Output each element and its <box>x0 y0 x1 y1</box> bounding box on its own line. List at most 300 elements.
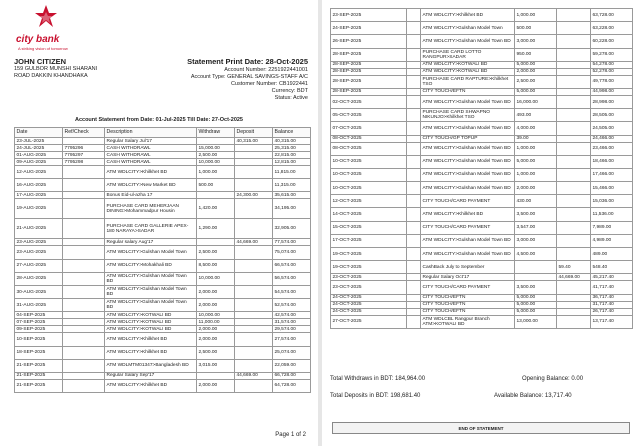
table-cell: 10,000.00 <box>197 159 235 166</box>
table-cell <box>407 22 421 35</box>
table-cell: ATM WDLCITY>Gulshan Model Town BD <box>421 155 515 168</box>
table-row <box>331 35 633 48</box>
column-header: Withdraw <box>197 128 235 138</box>
table-cell: ATM WDLCITY>Mohakhali BD <box>105 259 197 272</box>
table-cell: 29,574.00 <box>273 326 311 333</box>
table-cell <box>235 246 273 259</box>
table-cell: 05-OCT-2025 <box>331 109 407 122</box>
table-cell: 40,315.00 <box>235 138 273 145</box>
table-cell: 28-SEP-2025 <box>331 75 407 88</box>
table-cell <box>235 333 273 346</box>
table-cell <box>63 319 105 326</box>
table-cell <box>407 274 421 281</box>
table-cell: 60,228.00 <box>591 35 633 48</box>
table-cell: ATM WDLCITY>KOTWALI BD <box>421 68 515 75</box>
statement-page-2 <box>322 0 640 446</box>
status: Status: Active <box>274 95 308 101</box>
table-row <box>331 168 633 181</box>
table-cell <box>235 326 273 333</box>
table-row <box>15 239 311 246</box>
table-cell <box>557 95 591 108</box>
table-cell <box>407 221 421 234</box>
column-header: Ref/Check <box>63 128 105 138</box>
table-cell: 2,000.00 <box>197 333 235 346</box>
table-cell: 430.00 <box>515 195 557 208</box>
table-row <box>331 142 633 155</box>
table-cell <box>63 239 105 246</box>
table-row <box>331 68 633 75</box>
table-row <box>15 159 311 166</box>
table-cell: 5,000.00 <box>515 88 557 95</box>
table-cell: 24-SEP-2025 <box>331 22 407 35</box>
table-row <box>331 95 633 108</box>
table-cell <box>557 281 591 294</box>
table-cell <box>197 192 235 199</box>
table-cell: 10-OCT-2025 <box>331 182 407 195</box>
table-cell <box>63 372 105 379</box>
table-cell: 5,000.00 <box>515 155 557 168</box>
table-cell <box>63 312 105 319</box>
table-cell: 19-OCT-2025 <box>331 261 407 274</box>
table-cell: 5,000.00 <box>515 301 557 308</box>
table-cell <box>407 122 421 135</box>
table-cell: 11,815.00 <box>273 166 311 179</box>
table-cell: 49,778.00 <box>591 75 633 88</box>
table-cell: 21-SEP-2025 <box>15 372 63 379</box>
table-cell: 15-OCT-2025 <box>331 221 407 234</box>
table-cell: 23-OCT-2025 <box>331 274 407 281</box>
table-header-row <box>15 128 311 138</box>
table-cell: 44,998.00 <box>591 88 633 95</box>
table-cell: 500.00 <box>515 22 557 35</box>
table-cell: 64,728.00 <box>273 379 311 392</box>
table-cell: 21-AUG-2025 <box>15 219 63 239</box>
table-cell: 10-OCT-2025 <box>331 155 407 168</box>
table-row <box>331 22 633 35</box>
table-cell: ATM WDLCITY>KOTWALI BD <box>105 326 197 333</box>
table-cell: 1,000.00 <box>515 9 557 22</box>
table-cell: ATM WDLCITY>Khilkhet BD <box>105 346 197 359</box>
table-cell: 14-OCT-2025 <box>331 208 407 221</box>
opening-balance: Opening Balance: 0.00 <box>522 376 584 382</box>
statement-page-1 <box>0 0 318 446</box>
table-cell <box>557 155 591 168</box>
table-row <box>331 75 633 88</box>
table-cell: 489.00 <box>591 248 633 261</box>
currency: Currency: BDT <box>271 88 308 94</box>
table-cell: 12,815.00 <box>273 159 311 166</box>
table-row <box>331 315 633 328</box>
table-cell: 15,036.00 <box>591 195 633 208</box>
table-row <box>15 326 311 333</box>
table-cell <box>557 142 591 155</box>
table-cell: 44,669.00 <box>557 274 591 281</box>
table-cell <box>557 294 591 301</box>
table-cell: PURCHASE CARD LOTTO RANGPUR>SADAR <box>421 48 515 61</box>
table-cell <box>235 166 273 179</box>
table-cell: 2,000.00 <box>197 285 235 298</box>
customer-number: Customer Number: CB1922441 <box>230 81 308 87</box>
table-cell: 21-SEP-2025 <box>15 359 63 372</box>
table-row <box>331 261 633 274</box>
table-cell <box>557 68 591 75</box>
table-row <box>15 379 311 392</box>
table-cell <box>235 272 273 285</box>
table-row <box>15 272 311 285</box>
table-cell: Regular Salary Jul'17 <box>105 138 197 145</box>
table-cell: 1,000.00 <box>197 166 235 179</box>
table-cell: 11,315.00 <box>273 179 311 192</box>
table-cell <box>235 312 273 319</box>
table-row <box>331 122 633 135</box>
table-cell <box>407 9 421 22</box>
table-cell <box>63 219 105 239</box>
table-row <box>15 259 311 272</box>
table-cell: 7,989.00 <box>591 221 633 234</box>
table-cell <box>407 315 421 328</box>
table-cell: 4,989.00 <box>591 234 633 247</box>
table-cell: 16-AUG-2025 <box>15 179 63 192</box>
table-row <box>15 319 311 326</box>
table-cell <box>235 179 273 192</box>
table-cell <box>63 333 105 346</box>
table-cell <box>235 359 273 372</box>
table-cell: CITY TOUCH/EFTN <box>421 294 515 301</box>
table-cell: 63,228.00 <box>591 22 633 35</box>
table-cell: 35,615.00 <box>273 192 311 199</box>
table-cell: 2,500.00 <box>197 152 235 159</box>
table-cell: 18,466.00 <box>591 155 633 168</box>
table-cell: 19-AUG-2025 <box>15 199 63 219</box>
table-cell: 1,000.00 <box>515 142 557 155</box>
table-cell: 5,000.00 <box>515 61 557 68</box>
table-cell: 31,574.00 <box>273 319 311 326</box>
table-cell: 4,500.00 <box>515 248 557 261</box>
table-cell <box>235 152 273 159</box>
end-of-statement: END OF STATEMENT <box>332 422 630 434</box>
table-cell: 3,547.00 <box>515 221 557 234</box>
table-cell <box>407 182 421 195</box>
table-cell <box>407 68 421 75</box>
table-row <box>331 61 633 68</box>
table-cell: 44,669.00 <box>235 239 273 246</box>
table-cell: ATM WDLCITY>KOTWALI BD <box>421 61 515 68</box>
table-cell: 8,500.00 <box>197 259 235 272</box>
table-cell: 12-OCT-2025 <box>331 195 407 208</box>
table-cell: 59.40 <box>557 261 591 274</box>
table-cell: 12-AUG-2025 <box>15 166 63 179</box>
table-cell: 23-JUL-2025 <box>15 138 63 145</box>
table-row <box>331 135 633 142</box>
table-cell: 54,278.00 <box>591 61 633 68</box>
table-row <box>331 109 633 122</box>
table-cell: 3,500.00 <box>515 281 557 294</box>
table-cell: 24,300.00 <box>235 192 273 199</box>
table-cell: ATM WDLCITY>Khilkhet BD <box>421 208 515 221</box>
table-row <box>331 88 633 95</box>
table-row <box>331 274 633 281</box>
statement-period: Account Statement from Date: 01-Jul-2025 Till Date: 27-Oct-2025 <box>74 117 243 123</box>
table-cell: 24,466.00 <box>591 135 633 142</box>
table-cell: 5,000.00 <box>515 294 557 301</box>
table-cell: ATM WDLCITY>New Market BD <box>105 179 197 192</box>
table-cell: 3,000.00 <box>515 35 557 48</box>
table-cell: ATM WDLCITY>Khilkhet BD <box>105 379 197 392</box>
table-cell: 39.00 <box>515 135 557 142</box>
table-cell: 1,420.00 <box>197 199 235 219</box>
table-row <box>331 248 633 261</box>
table-cell: 10-OCT-2025 <box>331 168 407 181</box>
table-cell: CASH WITHDRAWL <box>105 159 197 166</box>
table-cell: 2,500.00 <box>515 75 557 88</box>
table-cell: ATM WDLCITY>Gulshan Model Town BD <box>421 182 515 195</box>
table-cell: 28-SEP-2025 <box>331 61 407 68</box>
table-cell: ATM WDLCITY>Gulshan Model Town BD <box>421 142 515 155</box>
table-cell: 56,574.00 <box>273 272 311 285</box>
table-cell: 24-OCT-2025 <box>331 308 407 315</box>
bank-logo-icon <box>34 4 58 32</box>
table-cell <box>235 199 273 219</box>
table-cell <box>197 239 235 246</box>
account-number: Account Number: 2251922441001 <box>224 67 308 73</box>
table-cell: 21-SEP-2025 <box>15 379 63 392</box>
table-cell <box>63 179 105 192</box>
table-cell: 23-AUG-2025 <box>15 246 63 259</box>
table-cell: 13,000.00 <box>515 315 557 328</box>
table-cell: 01-AUG-2025 <box>15 152 63 159</box>
table-row <box>15 299 311 312</box>
table-cell: 3,000.00 <box>515 234 557 247</box>
table-cell: 15,466.00 <box>591 182 633 195</box>
table-cell: 7795297 <box>63 152 105 159</box>
table-cell: ATM WDLCITY>Gulshan Model Town BD <box>105 299 197 312</box>
table-row <box>331 221 633 234</box>
table-row <box>15 192 311 199</box>
table-cell: 1,290.00 <box>197 219 235 239</box>
table-row <box>331 9 633 22</box>
table-cell: PURCHASE CARD SHWAPNO NIKUNJO>Khilkhet TSO <box>421 109 515 122</box>
table-cell <box>63 272 105 285</box>
table-cell <box>407 109 421 122</box>
table-cell: Regular salary Aug'17 <box>105 239 197 246</box>
table-cell: 13,717.40 <box>591 315 633 328</box>
table-cell: 26-SEP-2025 <box>331 35 407 48</box>
table-cell: 28-SEP-2025 <box>331 68 407 75</box>
customer-address-line2: ROAD DAKKIN KHANDHAKA <box>14 73 88 79</box>
table-cell: CITY TOUCH/EFTN <box>421 88 515 95</box>
table-cell <box>407 208 421 221</box>
table-cell: 24,505.00 <box>591 122 633 135</box>
table-cell: 2,000.00 <box>515 68 557 75</box>
table-cell: 25,315.00 <box>273 145 311 152</box>
table-cell <box>407 35 421 48</box>
table-cell: 09-AUG-2025 <box>15 159 63 166</box>
table-cell: 41,717.40 <box>591 281 633 294</box>
table-cell <box>407 155 421 168</box>
total-withdraws: Total Withdraws in BDT: 184,964.00 <box>330 376 426 382</box>
table-cell: 28-SEP-2025 <box>331 88 407 95</box>
table-cell <box>557 308 591 315</box>
table-cell: 31-AUG-2025 <box>15 299 63 312</box>
table-cell: ATM WDLCITY>Gulshan Model Town BD <box>421 168 515 181</box>
table-cell: CASH WITHDRAWL <box>105 145 197 152</box>
table-cell: 32,905.00 <box>273 219 311 239</box>
table-cell: 548.40 <box>591 261 633 274</box>
table-cell: 2,500.00 <box>197 346 235 359</box>
table-cell: CITY TOUCH/CARD PAYMENT <box>421 281 515 294</box>
transactions-table-page-1 <box>14 127 311 393</box>
table-cell <box>235 159 273 166</box>
table-row <box>331 294 633 301</box>
table-cell: 08-OCT-2025 <box>331 142 407 155</box>
table-cell <box>63 166 105 179</box>
table-cell <box>407 142 421 155</box>
table-cell: 28,505.00 <box>591 109 633 122</box>
table-cell <box>197 372 235 379</box>
table-cell <box>197 138 235 145</box>
table-cell <box>235 299 273 312</box>
table-cell <box>407 168 421 181</box>
table-cell <box>557 122 591 135</box>
table-cell <box>63 285 105 298</box>
table-cell: 30-AUG-2025 <box>15 285 63 298</box>
column-header: Date <box>15 128 63 138</box>
table-cell <box>235 219 273 239</box>
bank-tagline: A striking vision of tomorrow <box>18 46 68 51</box>
table-row <box>331 301 633 308</box>
table-cell: 08-OCT-2025 <box>331 135 407 142</box>
account-type: Account Type: GENERAL SAVINGS-STAFF A/C <box>190 74 308 80</box>
table-cell: 66,728.00 <box>273 372 311 379</box>
customer-address-line1: 159 GULBOR MUNSHI SHARANI <box>14 66 98 72</box>
table-row <box>15 219 311 239</box>
table-cell <box>557 234 591 247</box>
transactions-table-page-2 <box>330 8 633 329</box>
table-row <box>331 182 633 195</box>
table-cell: ATM WDLCITY>Khilkhet BD <box>105 166 197 179</box>
table-cell <box>557 315 591 328</box>
table-row <box>331 308 633 315</box>
table-cell: ATM WDLCITY>Gulshan Model Town BD <box>421 122 515 135</box>
table-row <box>15 312 311 319</box>
table-cell: 36,717.40 <box>591 294 633 301</box>
table-cell <box>557 35 591 48</box>
account-info <box>128 57 308 102</box>
table-cell <box>407 301 421 308</box>
table-cell: 75,074.00 <box>273 246 311 259</box>
table-cell: PURCHASE CARD RAPTURE>Khilkhet TSO <box>421 75 515 88</box>
table-row <box>15 152 311 159</box>
table-cell: Regular Salary Oct'17 <box>421 274 515 281</box>
table-cell: 28-AUG-2025 <box>15 272 63 285</box>
table-cell <box>407 61 421 68</box>
table-cell <box>557 61 591 68</box>
table-cell <box>407 48 421 61</box>
page-label: Page <box>275 432 290 438</box>
table-cell <box>63 246 105 259</box>
table-cell <box>407 308 421 315</box>
customer-name: JOHN CITIZEN <box>14 57 67 66</box>
table-cell: 27-OCT-2025 <box>331 315 407 328</box>
table-cell: 02-OCT-2025 <box>331 95 407 108</box>
table-cell: 54,574.00 <box>273 285 311 298</box>
table-cell: 63,728.00 <box>591 9 633 22</box>
table-cell: 42,574.00 <box>273 312 311 319</box>
table-cell <box>515 274 557 281</box>
table-row <box>15 246 311 259</box>
bank-logo <box>14 4 94 52</box>
table-row <box>331 281 633 294</box>
table-row <box>15 285 311 298</box>
table-cell: ATM WDLCITY>Gulshan Model Town <box>105 246 197 259</box>
table-cell <box>557 208 591 221</box>
total-deposits: Total Deposits in BDT: 198,681.40 <box>330 393 421 399</box>
table-cell: 34,195.00 <box>273 199 311 219</box>
table-cell <box>235 145 273 152</box>
table-cell: 2,000.00 <box>197 379 235 392</box>
page-number <box>275 432 306 438</box>
table-cell <box>407 135 421 142</box>
table-cell: 11,000.00 <box>197 319 235 326</box>
table-cell <box>557 75 591 88</box>
table-row <box>15 179 311 192</box>
table-cell <box>557 168 591 181</box>
column-header: Deposit <box>235 128 273 138</box>
table-cell: 07-OCT-2025 <box>331 122 407 135</box>
table-cell: 500.00 <box>197 179 235 192</box>
table-cell: 45,217.40 <box>591 274 633 281</box>
table-cell <box>515 261 557 274</box>
table-cell <box>407 95 421 108</box>
table-cell: 493.00 <box>515 109 557 122</box>
table-row <box>331 48 633 61</box>
table-cell <box>557 195 591 208</box>
table-cell <box>63 259 105 272</box>
table-cell: ATM WDLCITY>Khilkhet BD <box>105 333 197 346</box>
table-cell: 59,278.00 <box>591 48 633 61</box>
table-cell <box>407 75 421 88</box>
table-cell: 22,059.00 <box>273 359 311 372</box>
table-cell <box>407 261 421 274</box>
table-cell: ATM WDLCITY>Khilkhet BD <box>421 9 515 22</box>
table-cell <box>235 285 273 298</box>
table-cell <box>407 281 421 294</box>
table-cell: 09-SEP-2025 <box>15 326 63 333</box>
table-cell: 10,000.00 <box>197 272 235 285</box>
table-cell <box>63 359 105 372</box>
table-cell: CITY TOUCH/GP TOPUP <box>421 135 515 142</box>
table-cell: 31,717.40 <box>591 301 633 308</box>
table-row <box>15 145 311 152</box>
table-cell: 4,000.00 <box>515 122 557 135</box>
table-row <box>15 372 311 379</box>
table-cell: 07-SEP-2025 <box>15 319 63 326</box>
table-cell: ATM WDLCITY>Gulshan Model Town BD <box>421 248 515 261</box>
table-cell <box>407 294 421 301</box>
table-cell: Bonus Eid-ul-azha 17 <box>105 192 197 199</box>
table-cell <box>557 221 591 234</box>
table-row <box>15 346 311 359</box>
table-cell: 2,500.00 <box>197 246 235 259</box>
table-cell: 2,000.00 <box>197 299 235 312</box>
table-cell: 52,574.00 <box>273 299 311 312</box>
table-cell: 28-SEP-2025 <box>331 48 407 61</box>
table-cell: 7795296 <box>63 145 105 152</box>
table-cell: 5,000.00 <box>515 308 557 315</box>
table-cell: 25,074.00 <box>273 346 311 359</box>
table-cell <box>407 88 421 95</box>
table-cell: 2,000.00 <box>197 326 235 333</box>
